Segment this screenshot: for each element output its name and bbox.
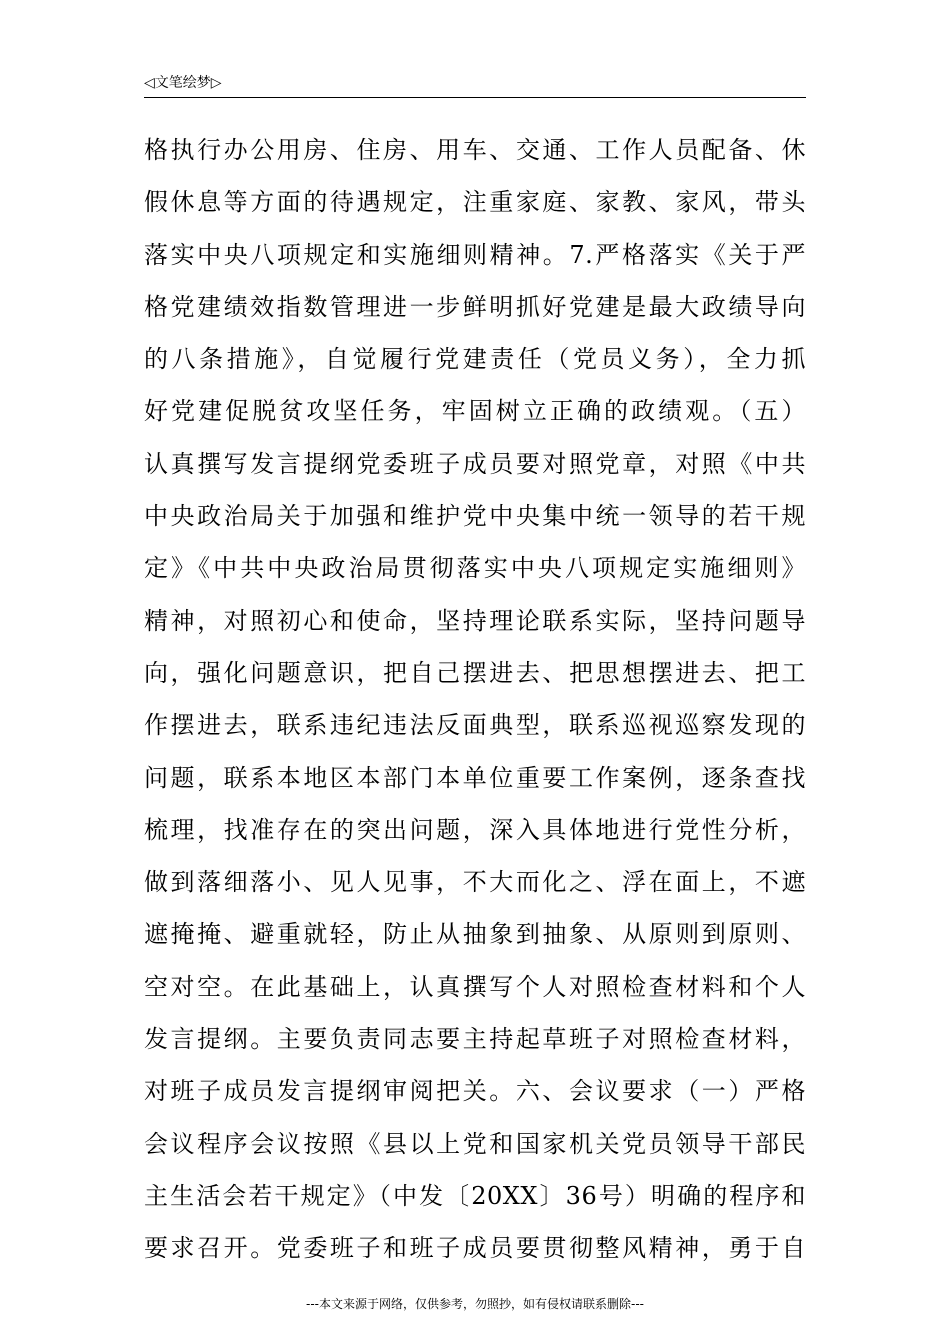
body-line: 问题，联系本地区本部门本单位重要工作案例，逐条查找 — [144, 763, 806, 792]
body-line: 空对空。在此基础上，认真撰写个人对照检查材料和个人 — [144, 972, 806, 1001]
body-line: 向，强化问题意识，把自己摆进去、把思想摆进去、把工 — [144, 658, 806, 687]
body-line: 格执行办公用房、住房、用车、交通、工作人员配备、休 — [144, 136, 806, 164]
body-line: 的八条措施》，自觉履行党建责任（党员义务），全力抓 — [144, 345, 806, 374]
body-line: 对班子成员发言提纲审阅把关。六、会议要求（一）严格 — [144, 1077, 806, 1106]
footer-notice: ---本文来源于网络，仅供参考，勿照抄，如有侵权请联系删除--- — [306, 1297, 644, 1311]
body-line: 作摆进去，联系违纪违法反面典型，联系巡视巡察发现的 — [144, 711, 806, 740]
body-line: 做到落细落小、见人见事，不大而化之、浮在面上，不遮 — [144, 868, 806, 897]
body-line: 会议程序会议按照《县以上党和国家机关党员领导干部民 — [144, 1129, 806, 1158]
body-line: 精神，对照初心和使命，坚持理论联系实际，坚持问题导 — [144, 606, 806, 635]
body-line: 假休息等方面的待遇规定，注重家庭、家教、家风，带头 — [144, 188, 806, 217]
page-header — [144, 72, 806, 96]
body-line: 格党建绩效指数管理进一步鲜明抓好党建是最大政绩导向 — [144, 292, 806, 321]
body-line: 梳理，找准存在的突出问题，深入具体地进行党性分析， — [144, 815, 806, 844]
header-divider — [144, 97, 806, 98]
body-line: 认真撰写发言提纲党委班子成员要对照党章，对照《中共 — [144, 449, 806, 478]
body-line: 遮掩掩、避重就轻，防止从抽象到抽象、从原则到原则、 — [144, 920, 806, 949]
page-footer — [0, 1296, 950, 1312]
body-line: 落实中央八项规定和实施细则精神。7.严格落实《关于严 — [144, 240, 806, 269]
document-body — [144, 124, 806, 1275]
body-line: 发言提纲。主要负责同志要主持起草班子对照检查材料， — [144, 1025, 806, 1054]
body-line: 好党建促脱贫攻坚任务，牢固树立正确的政绩观。（五） — [144, 397, 806, 426]
body-line: 定》《中共中央政治局贯彻落实中央八项规定实施细则》 — [144, 554, 806, 583]
body-line: 要求召开。党委班子和班子成员要贯彻整风精神，勇于自 — [144, 1234, 806, 1263]
body-line: 中央政治局关于加强和维护党中央集中统一领导的若干规 — [144, 502, 806, 531]
header-title: ◁文笔绘梦▷ — [144, 75, 222, 91]
body-line: 主生活会若干规定》（中发〔20XX〕36号）明确的程序和 — [144, 1181, 806, 1210]
